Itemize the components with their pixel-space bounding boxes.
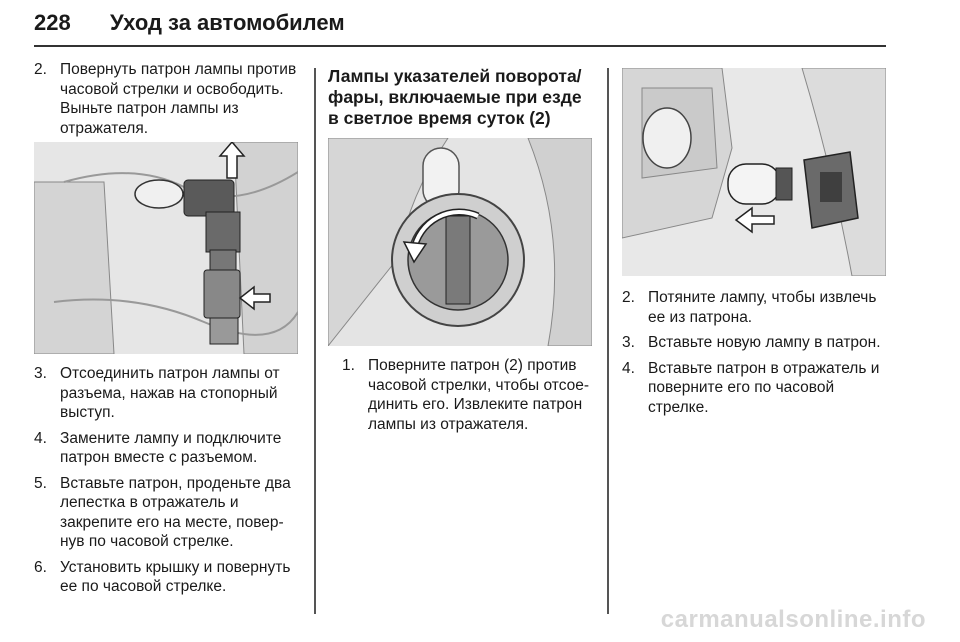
list-item	[622, 288, 888, 327]
column-divider	[314, 68, 316, 614]
list-item	[622, 359, 888, 418]
step-text: Замените лампу и подключите патрон вместе с разъемом.	[60, 429, 282, 466]
list-item	[34, 558, 300, 597]
step-text: Вставьте патрон в отражатель и поверните его по часовой стрелке.	[648, 359, 880, 416]
step-number: 4.	[622, 359, 635, 377]
bulb-holder-illustration	[34, 142, 298, 354]
list-item	[622, 333, 888, 353]
list-item	[34, 429, 300, 468]
column-divider	[607, 68, 609, 614]
step-text: Установить крышку и повернуть ее по часовой стрелке.	[60, 558, 291, 595]
list-item	[342, 356, 594, 434]
step-number: 2.	[34, 61, 47, 78]
watermark: carmanualsonline.info	[660, 606, 926, 633]
step-number: 6.	[34, 558, 47, 576]
list-item	[34, 60, 300, 138]
step-number: 3.	[34, 365, 47, 382]
instruction-list	[342, 356, 594, 440]
section-heading: Лампы указателей поворота/ фары, включаемые при езде в светлое время суток (2)	[328, 66, 582, 128]
step-text: Отсоединить патрон лампы от разъема, нажав на стопорный выступ.	[60, 365, 280, 421]
page-title: Уход за автомобилем	[110, 10, 345, 35]
step-text: Вставьте патрон, проденьте два лепестка в отражатель и закрепите его на месте, повернув по часовой стрелке.	[60, 474, 291, 550]
turn-signal-socket-illustration	[328, 138, 592, 346]
step-number: 5.	[34, 474, 47, 492]
instruction-list	[34, 364, 300, 603]
step-text: Повернуть патрон лампы против часовой стрелки и освободить. Выньте патрон лампы из отражателя.	[60, 61, 297, 137]
instruction-list	[622, 288, 888, 423]
step-number: 4.	[34, 429, 47, 447]
page-number: 228	[34, 10, 71, 35]
list-item	[34, 364, 300, 423]
step-number: 3.	[622, 334, 635, 351]
step-text: Потяните лампу, чтобы извлечь ее из патрона.	[648, 289, 877, 326]
bulb-removal-illustration	[622, 68, 886, 276]
step-number: 2.	[622, 289, 635, 306]
list-item	[34, 474, 300, 552]
step-text: Вставьте новую лампу в патрон.	[648, 334, 881, 351]
header-divider	[34, 45, 886, 47]
step-number: 1.	[342, 357, 355, 374]
step-text: Поверните патрон (2) против часовой стрелки, чтобы отсоединить его. Извлеките патрон лампы из отражателя.	[368, 357, 590, 433]
instruction-list	[34, 60, 300, 144]
